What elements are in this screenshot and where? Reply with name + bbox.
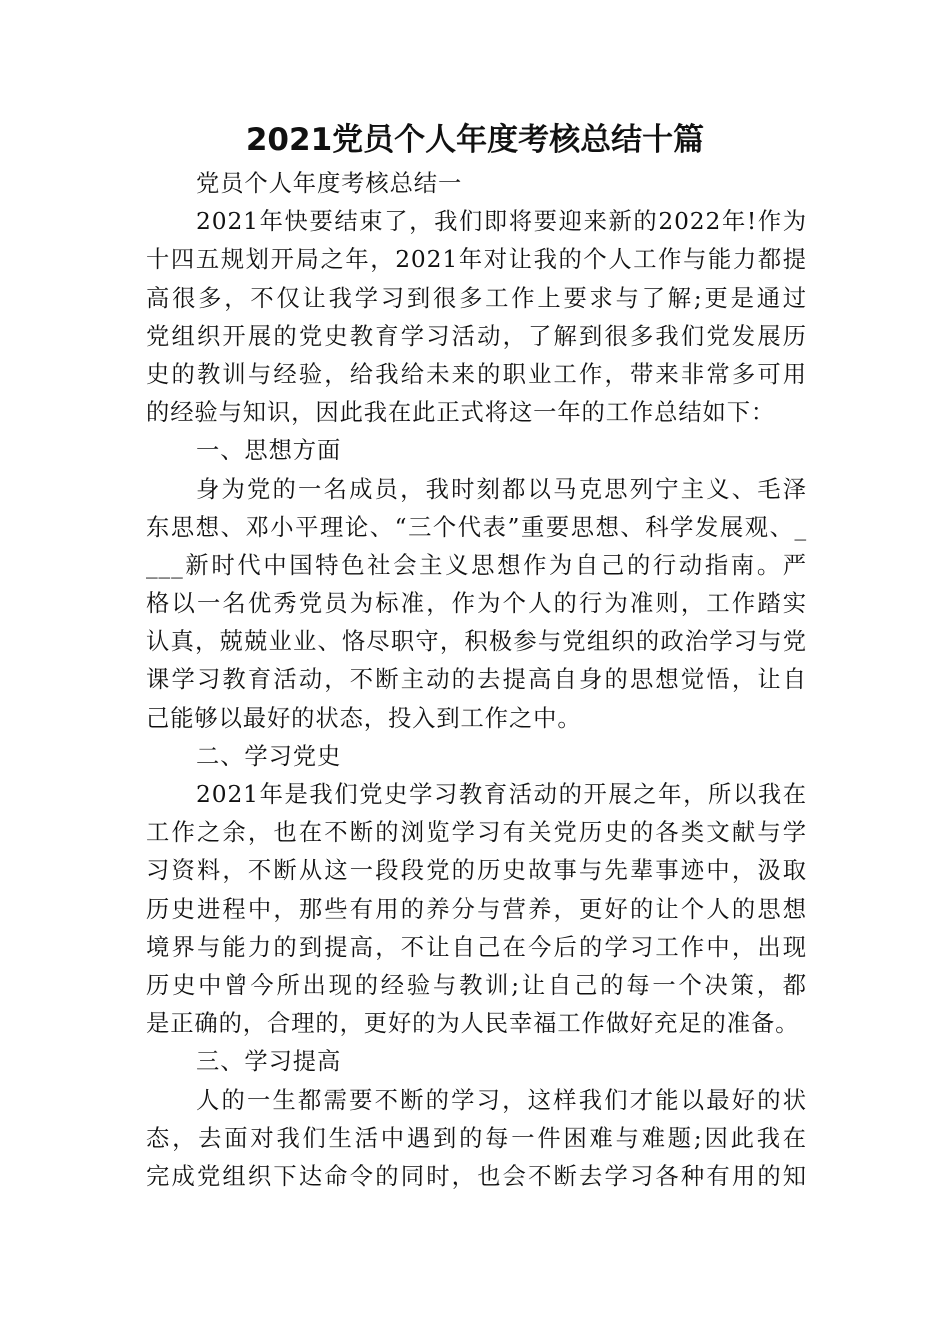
text-line: 东思想、邓小平理论、“三个代表”重要思想、科学发展观、_ [146,513,807,541]
text-line: 三、学习提高 [196,1048,342,1076]
text-line: 是正确的，合理的，更好的为人民幸福工作做好充足的准备。 [146,1010,800,1038]
text-line: 2021年快要结束了，我们即将要迎来新的2022年!作为 [196,208,807,236]
text-line: 2021年是我们党史学习教育活动的开展之年，所以我在 [196,781,807,808]
text-line: 境界与能力的到提高，不让自己在今后的学习工作中，出现 [146,933,807,961]
text-line: 认真，兢兢业业、恪尽职守，积极参与党组织的政治学习与党 [146,628,807,656]
text-line: 党组织开展的党史教育学习活动，了解到很多我们党发展历 [146,322,807,350]
text-line: 态，去面对我们生活中遇到的每一件困难与难题;因此我在 [146,1124,807,1152]
text-line: 的经验与知识，因此我在此正式将这一年的工作总结如下： [146,399,776,427]
text-line: 二、学习党史 [196,742,342,770]
text-line: 己能够以最好的状态，投入到工作之中。 [146,704,582,732]
text-line: 党员个人年度考核总结一 [196,170,463,197]
text-line: 身为党的一名成员，我时刻都以马克思列宁主义、毛泽 [196,475,807,503]
text-line: 人的一生都需要不断的学习，这样我们才能以最好的状 [196,1086,807,1114]
text-line: 历史进程中，那些有用的养分与营养，更好的让个人的思想 [146,895,807,923]
document-title: 2021党员个人年度考核总结十篇 [245,122,705,158]
text-line: ___新时代中国特色社会主义思想作为自己的行动指南。严 [146,551,807,579]
text-line: 格以一名优秀党员为标准，作为个人的行为准则，工作踏实 [146,590,807,618]
document-body [146,165,807,1196]
text-line: 十四五规划开局之年，2021年对让我的个人工作与能力都提 [146,246,807,274]
text-line: 习资料，不断从这一段段党的历史故事与先辈事迹中，汲取 [146,857,807,885]
text-line: 史的教训与经验，给我给未来的职业工作，带来非常多可用 [146,360,807,388]
text-line: 一、思想方面 [196,437,342,465]
text-line: 高很多，不仅让我学习到很多工作上要求与了解;更是通过 [146,284,807,312]
text-line: 历史中曾今所出现的经验与教训;让自己的每一个决策，都 [146,971,807,999]
text-line: 工作之余，也在不断的浏览学习有关党历史的各类文献与学 [146,819,807,847]
text-line: 完成党组织下达命令的同时，也会不断去学习各种有用的知 [146,1162,807,1190]
text-line: 课学习教育活动，不断主动的去提高自身的思想觉悟，让自 [146,666,807,694]
